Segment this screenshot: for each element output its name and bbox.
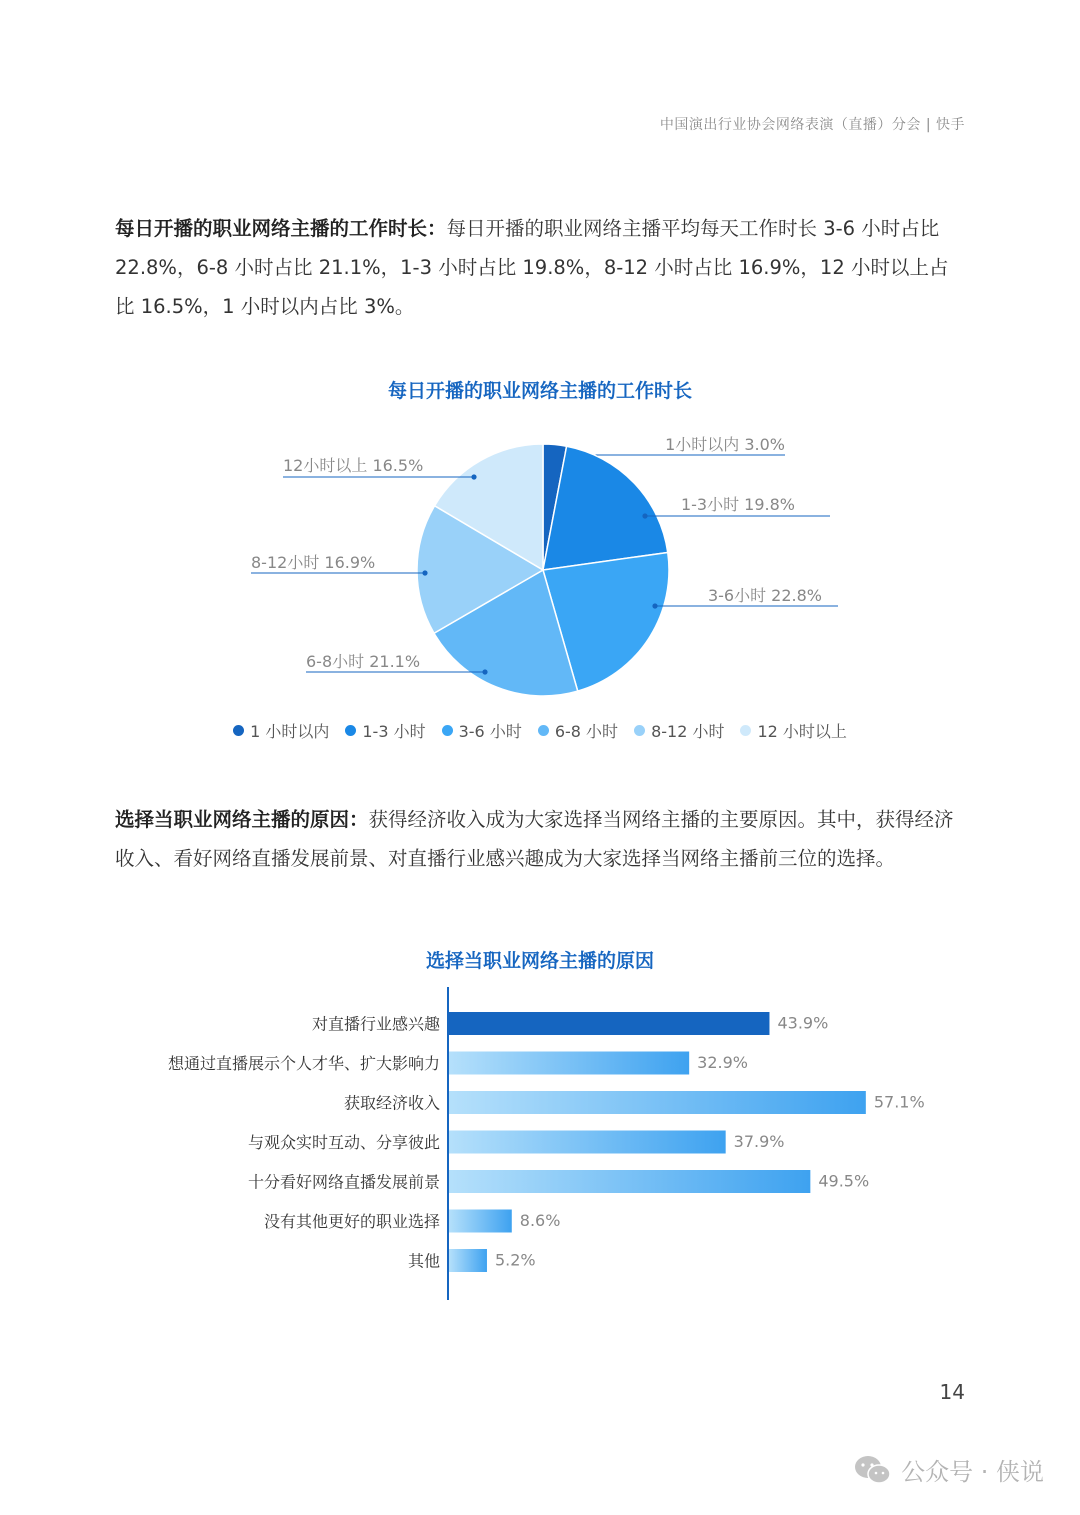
pie-data-label: 1小时以内 3.0% <box>665 435 785 454</box>
legend-swatch <box>538 725 549 736</box>
legend-item <box>345 719 425 742</box>
legend-swatch <box>442 725 453 736</box>
pie-data-label: 3-6小时 22.8% <box>707 586 822 605</box>
legend-item <box>538 719 618 742</box>
bar <box>449 1052 689 1075</box>
value-label: 49.5% <box>818 1171 870 1191</box>
value-label: 57.1% <box>873 1092 925 1112</box>
pie-legend <box>0 719 1080 742</box>
bar <box>449 1091 866 1114</box>
pie-data-label: 12小时以上 16.5% <box>283 456 424 475</box>
bar <box>449 1170 810 1193</box>
bar-chart <box>0 985 1080 1305</box>
legend-swatch <box>634 725 645 736</box>
pie-data-label: 1-3小时 19.8% <box>680 495 795 514</box>
value-label: 43.9% <box>777 1013 829 1033</box>
paragraph-lead: 选择当职业网络主播的原因： <box>115 808 369 831</box>
bar-chart-title: 选择当职业网络主播的原因 <box>425 950 654 972</box>
legend-item <box>442 719 522 742</box>
leader-dot <box>482 669 487 674</box>
legend-label: 12 小时以上 <box>757 722 847 741</box>
legend-label: 3-6 小时 <box>458 722 522 741</box>
paragraph-work-hours <box>115 209 965 326</box>
legend-item <box>233 719 329 742</box>
watermark <box>853 1452 1044 1487</box>
wechat-icon <box>853 1454 893 1486</box>
value-label: 5.2% <box>494 1250 536 1270</box>
pie-data-label: 8-12小时 16.9% <box>251 553 376 572</box>
bar <box>449 1249 487 1272</box>
header-note: 中国演出行业协会网络表演（直播）分会 | 快手 <box>659 117 965 133</box>
legend-item <box>740 719 846 742</box>
legend-label: 1-3 小时 <box>362 722 426 741</box>
category-label: 十分看好网络直播发展前景 <box>247 1172 440 1192</box>
pie-data-label: 6-8小时 21.1% <box>306 652 421 671</box>
category-label: 没有其他更好的职业选择 <box>263 1212 440 1231</box>
leader-dot <box>422 570 427 575</box>
pie-chart-title: 每日开播的职业网络主播的工作时长 <box>387 380 692 402</box>
legend-swatch <box>740 725 751 736</box>
paragraph-body: 获得经济收入成为大家选择当网络主播的主要原因。其中，获得经济收入、看好网络直播发展前景、对直播行业感兴趣成为大家选择当网络主播前三位的选择。 <box>115 808 954 870</box>
bar <box>449 1210 512 1233</box>
category-label: 其他 <box>407 1251 440 1271</box>
paragraph-reasons <box>115 800 965 878</box>
value-label: 37.9% <box>733 1132 785 1151</box>
category-label: 想通过直播展示个人才华、扩大影响力 <box>167 1054 440 1073</box>
paragraph-lead: 每日开播的职业网络主播的工作时长： <box>115 217 447 240</box>
leader-dot <box>652 603 657 608</box>
paragraph-body: 每日开播的职业网络主播平均每天工作时长 3-6 小时占比 22.8%，6-8 小时占比 21.1%，1-3 小时占比 19.8%，8-12 小时占比 16.9%，12 小时以上占比 16.5%，1 小时以内占比 3%。 <box>115 217 949 318</box>
pie-chart <box>0 420 1080 710</box>
watermark-text: 公众号 · 侠说 <box>901 1458 1044 1486</box>
category-label: 获取经济收入 <box>343 1093 440 1113</box>
value-label: 32.9% <box>697 1053 748 1072</box>
page-number: 14 <box>939 1380 965 1404</box>
leader-dot <box>471 474 476 479</box>
value-label: 8.6% <box>519 1211 561 1230</box>
legend-swatch <box>345 725 356 736</box>
legend-label: 8-12 小时 <box>651 722 725 741</box>
category-label: 与观众实时互动、分享彼此 <box>247 1133 440 1152</box>
legend-label: 6-8 小时 <box>554 722 619 741</box>
category-label: 对直播行业感兴趣 <box>311 1014 440 1034</box>
legend-swatch <box>233 725 244 736</box>
legend-label: 1 小时以内 <box>250 722 330 741</box>
legend-item <box>634 719 724 742</box>
leader-dot <box>642 513 647 518</box>
bar <box>449 1131 726 1154</box>
bar <box>449 1012 769 1035</box>
